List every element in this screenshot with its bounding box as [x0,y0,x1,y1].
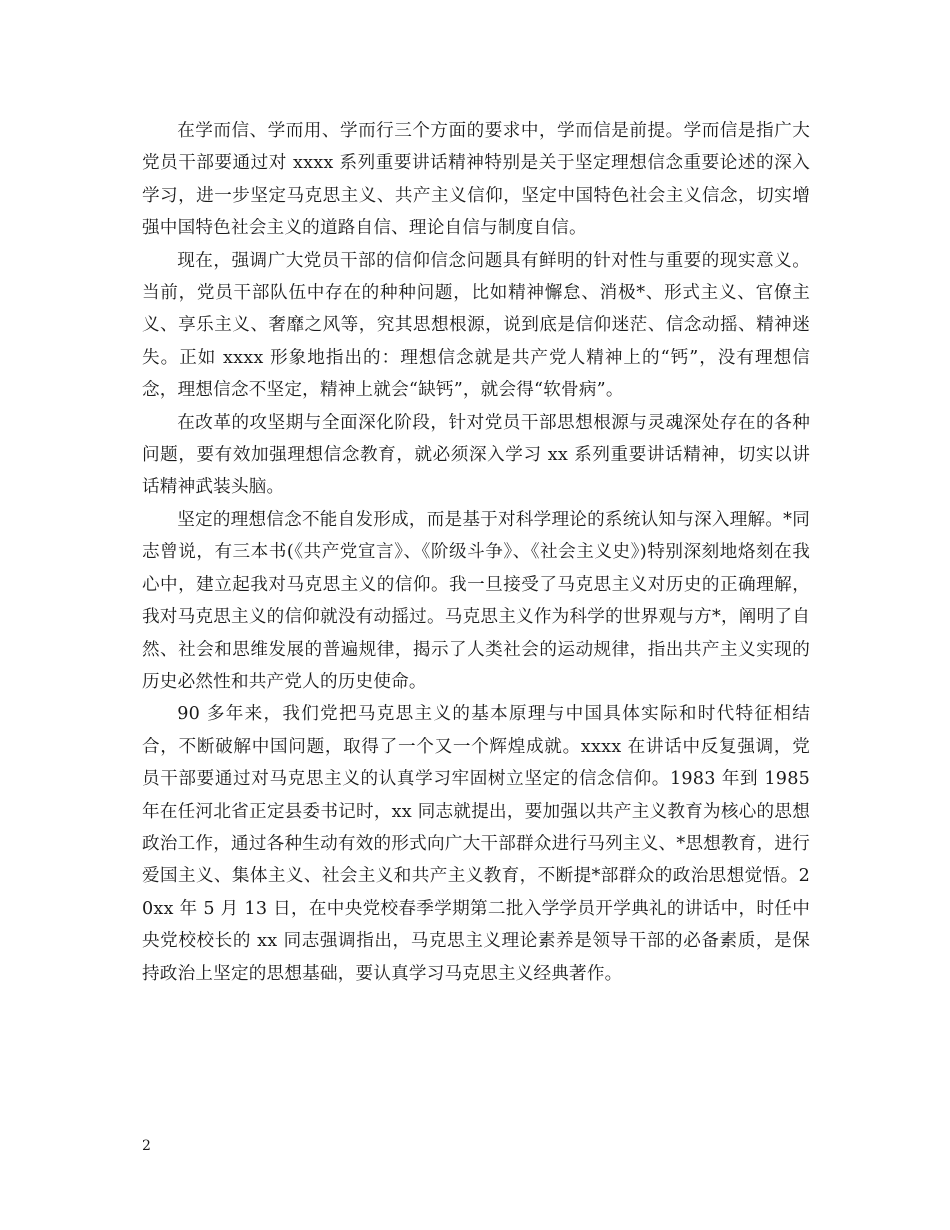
paragraph-5: 90 多年来，我们党把马克思主义的基本原理与中国具体实际和时代特征相结合，不断破解中国问题，取得了一个又一个辉煌成就。xxxx 在讲话中反复强调，党员干部要通过对马克思主义的认真学习牢固树立坚定的信念信仰。1983 年到 1985 年在任河北省正定县委书记时，xx 同志就提出，要加强以共产主义教育为核心的思想政治工作，通过各种生动有效的形式向广大干部群众进行马列主义、*思想教育，进行爱国主义、集体主义、社会主义和共产主义教育，不断提*部群众的政治思想觉悟。20xx 年 5 月 13 日，在中央党校春季学期第二批入学学员开学典礼的讲话中，时任中央党校校长的 xx 同志强调指出，马克思主义理论素养是领导干部的必备素质，是保持政治上坚定的思想基础，要认真学习马克思主义经典著作。 [142,704,810,984]
paragraph-2: 现在，强调广大党员干部的信仰信念问题具有鲜明的针对性与重要的现实意义。当前，党员干部队伍中存在的种种问题，比如精神懈怠、消极*、形式主义、官僚主义、享乐主义、奢靡之风等，究其思想根源，说到底是信仰迷茫、信念动摇、精神迷失。正如 xxxx 形象地指出的：理想信念就是共产党人精神上的“钙”，没有理想信念，理想信念不坚定，精神上就会“缺钙”，就会得“软骨病”。 [142,250,810,401]
paragraph-1: 在学而信、学而用、学而行三个方面的要求中，学而信是前提。学而信是指广大党员干部要通过对 xxxx 系列重要讲话精神特别是关于坚定理想信念重要论述的深入学习，进一步坚定马克思主义、共产主义信仰，坚定中国特色社会主义信念，切实增强中国特色社会主义的道路自信、理论自信与制度自信。 [142,121,810,239]
paragraph-3: 在改革的攻坚期与全面深化阶段，针对党员干部思想根源与灵魂深处存在的各种问题，要有效加强理想信念教育，就必须深入学习 xx 系列重要讲话精神，切实以讲话精神武装头脑。 [142,412,810,498]
page-number: 2 [142,1138,151,1154]
paragraph-4: 坚定的理想信念不能自发形成，而是基于对科学理论的系统认知与深入理解。*同志曾说，有三本书(《共产党宣言》、《阶级斗争》、《社会主义史》)特别深刻地烙刻在我心中，建立起我对马克思主义的信仰。我一旦接受了马克思主义对历史的正确理解，我对马克思主义的信仰就没有动摇过。马克思主义作为科学的世界观与方*，阐明了自然、社会和思维发展的普遍规律，揭示了人类社会的运动规律，指出共产主义实现的历史必然性和共产党人的历史使命。 [142,509,810,692]
document-body [142,115,810,990]
